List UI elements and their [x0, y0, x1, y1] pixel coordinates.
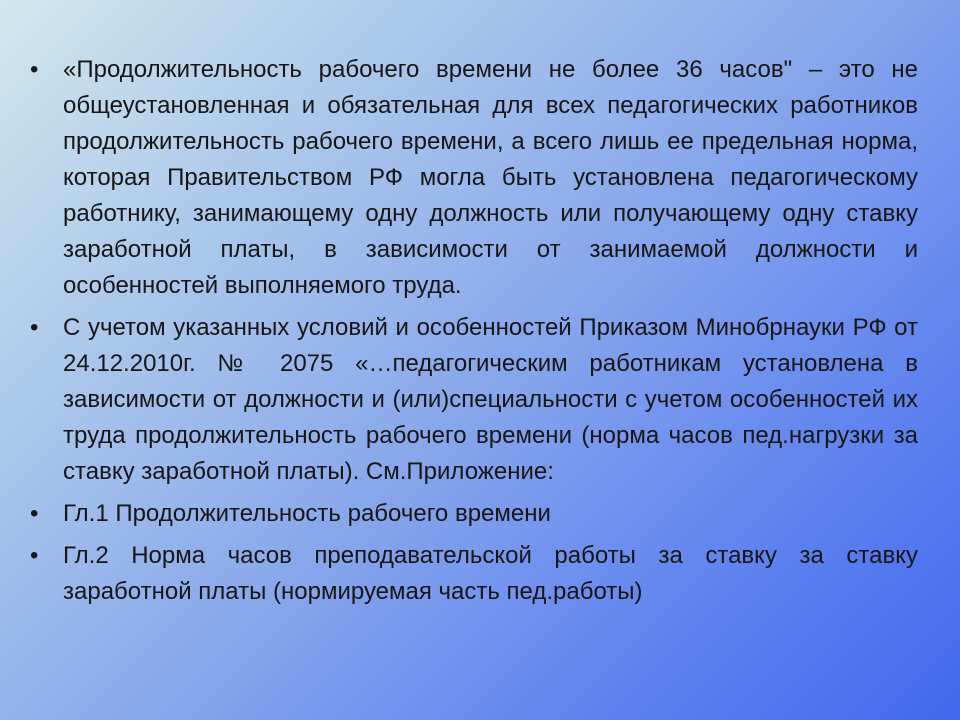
bullet-text: «Продолжительность рабочего времени не более 36 часов" – это не общеустановленная и обязательная для всех педагогических работников продолжительность рабочего времени, а всего лишь ее предельная норма, которая Правительством РФ могла быть установлена педагогическому работнику, занимающему одну должность или получающему одну ставку заработной платы, в зависимости от занимаемой должности и особенностей выполняемого труда.: [63, 56, 918, 299]
bullet-icon: •: [30, 56, 39, 83]
bullet-item-chapter-2: [30, 538, 918, 610]
bullet-icon: •: [30, 314, 39, 341]
bullet-icon: •: [30, 500, 39, 527]
slide-content: [30, 52, 918, 616]
bullet-item-working-time-limit: [30, 52, 918, 304]
bullet-text: Гл.1 Продолжительность рабочего времени: [63, 500, 551, 527]
bullet-text: Гл.2 Норма часов преподавательской работы за ставку за ставку заработной платы (нормируемая часть пед.работы): [63, 542, 918, 605]
bullet-icon: •: [30, 542, 39, 569]
bullet-item-chapter-1: [30, 496, 918, 532]
bullet-list: [30, 52, 918, 610]
bullet-item-ministry-order: [30, 310, 918, 490]
bullet-text: С учетом указанных условий и особенностей Приказом Минобрнауки РФ от 24.12.2010г. № 2075 «…педагогическим работникам установлена в зависимости от должности и (или)специальности с учетом особенностей их труда продолжительность рабочего времени (норма часов пед.нагрузки за ставку заработной платы). См.Приложение:: [63, 314, 918, 485]
